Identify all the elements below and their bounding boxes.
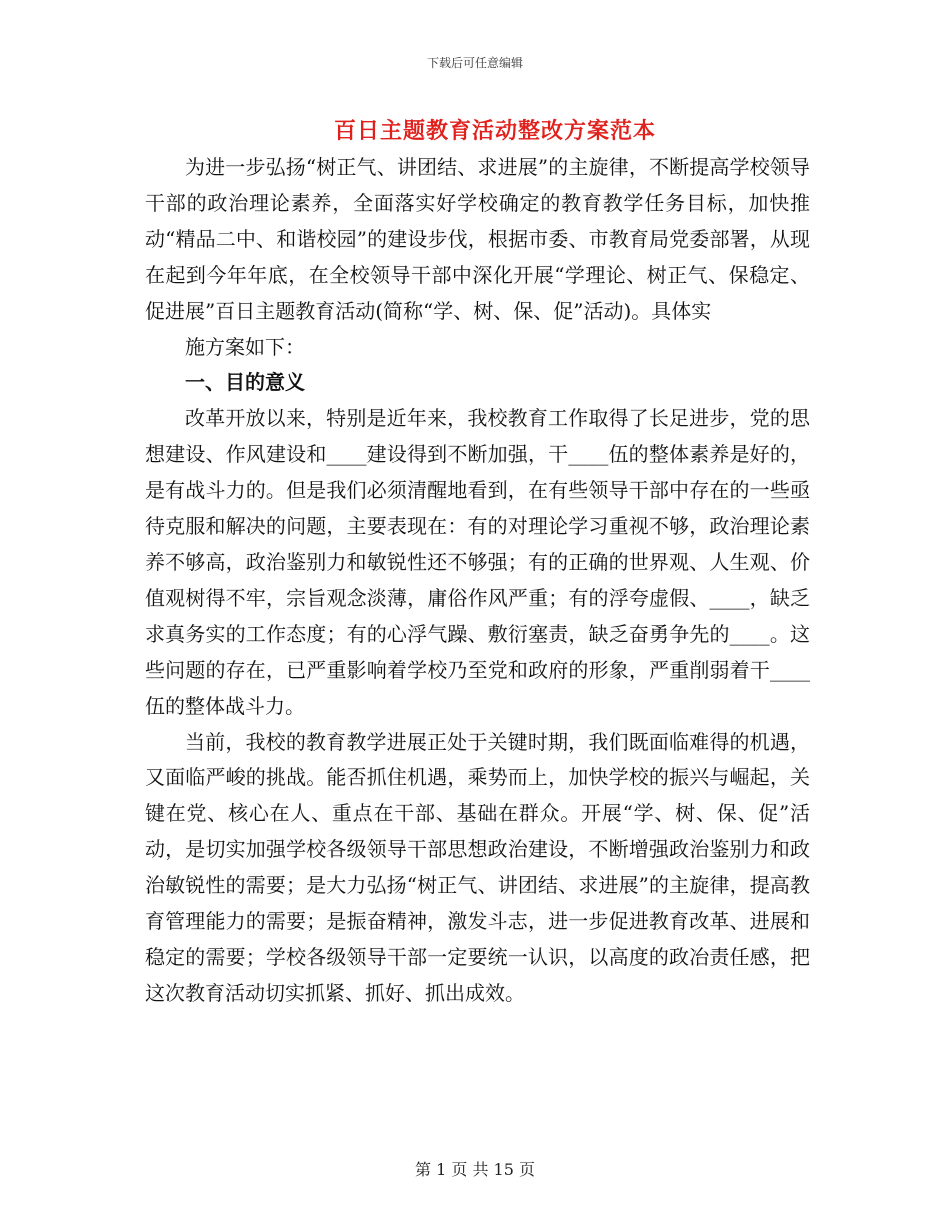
document-body: [145, 150, 810, 1012]
header-note: 下载后可任意编辑: [426, 56, 523, 70]
paragraph-plan-lead: 施方案如下：: [185, 334, 305, 359]
section-heading-purpose: 一、目的意义: [185, 370, 305, 395]
paragraph-intro: 为进一步弘扬“树正气、讲团结、求进展”的主旋律，不断提高学校领导干部的政治理论素养，全面落实好学校确定的教育教学任务目标，加快推动“精品二中、和谐校园”的建设步伐，根据市委、市教育局党委部署，从现在起到今年年底，在全校领导干部中深化开展“学理论、树正气、保稳定、促进展”百日主题教育活动(简称“学、树、保、促”活动)。具体实: [145, 155, 810, 323]
paragraph-problems: 改革开放以来，特别是近年来，我校教育工作取得了长足进步，党的思想建设、作风建设和____建设得到不断加强，干____伍的整体素养是好的，是有战斗力的。但是我们必须清醒地看到，在有些领导干部中存在的一些亟待克服和解决的问题，主要表现在：有的对理论学习重视不够，政治理论素养不够高，政治鉴别力和敏锐性还不够强；有的正确的世界观、人生观、价值观树得不牢，宗旨观念淡薄，庸俗作风严重；有的浮夸虚假、____，缺乏求真务实的工作态度；有的心浮气躁、敷衍塞责，缺乏奋勇争先的____。这些问题的存在，已严重影响着学校乃至党和政府的形象，严重削弱着干____伍的整体战斗力。: [145, 406, 810, 718]
document-title: 百日主题教育活动整改方案范本: [333, 118, 656, 144]
paragraph-current-situation: 当前，我校的教育教学进展正处于关键时期，我们既面临难得的机遇，又面临严峻的挑战。能否抓住机遇，乘势而上，加快学校的振兴与崛起，关键在党、核心在人、重点在干部、基础在群众。开展“学、树、保、促”活动，是切实加强学校各级领导干部思想政治建设，不断增强政治鉴别力和政治敏锐性的需要；是大力弘扬“树正气、讲团结、求进展”的主旋律，提高教育管理能力的需要；是振奋精神，激发斗志，进一步促进教育改革、进展和稳定的需要；学校各级领导干部一定要统一认识，以高度的政冶责任感，把这次教育活动切实抓紧、抓好、抓出成效。: [145, 729, 810, 1005]
page-number: 第 1 页 共 15 页: [415, 1160, 535, 1179]
